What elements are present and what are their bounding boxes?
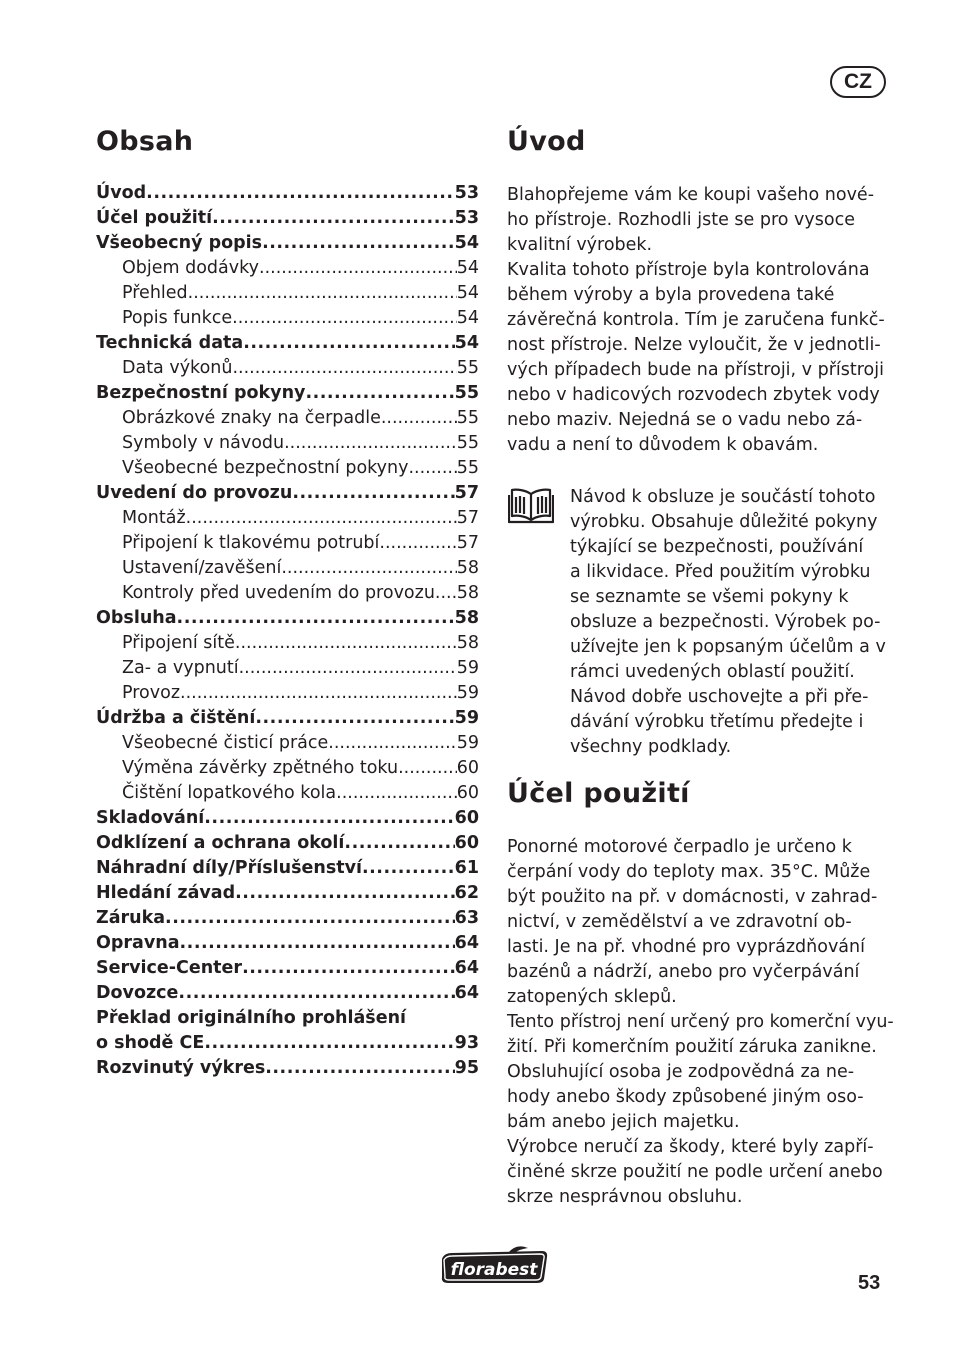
purpose-line: bám anebo jejich majetku. [507, 1112, 740, 1132]
toc-entry [96, 506, 479, 531]
toc-entry [96, 881, 479, 906]
toc-entry-page: 54 [456, 283, 479, 303]
toc-entry-label: Opravna [96, 933, 180, 953]
toc-leader-dots [177, 606, 455, 631]
toc-entry-page: 60 [456, 783, 479, 803]
intro-line: Blahopřejeme vám ke koupi vašeho nové- [507, 185, 875, 205]
toc-entry [96, 181, 479, 206]
toc-entry-label: Service-Center [96, 958, 243, 978]
toc-entry-page: 55 [456, 408, 479, 428]
toc-entry-page: 55 [456, 433, 479, 453]
toc-leader-dots [305, 381, 454, 406]
toc-entry [96, 856, 479, 881]
toc-entry [96, 481, 479, 506]
toc-entry-page: 63 [454, 908, 479, 928]
toc-leader-dots [180, 681, 457, 706]
intro-line: Kvalita tohoto přístroje byla kontrolována [507, 260, 870, 280]
toc-entry-page: 53 [454, 208, 479, 228]
toc-entry [96, 556, 479, 581]
purpose-line: Tento přístroj není určený pro komerční vyu- [507, 1012, 894, 1032]
toc-entry-page: 95 [454, 1058, 479, 1078]
table-of-contents [96, 181, 479, 1081]
toc-entry-label: Ustavení/zavěšení [122, 558, 282, 578]
toc-entry [96, 1006, 479, 1031]
toc-entry [96, 206, 479, 231]
toc-entry-page: 60 [454, 808, 479, 828]
intro-heading: Úvod [507, 126, 586, 157]
purpose-line: bazénů a nádrží, anebo pro vyčerpávání [507, 962, 860, 982]
toc-leader-dots [398, 756, 457, 781]
toc-entry-label: Montáž [122, 508, 186, 528]
toc-entry-label: Bezpečnostní pokyny [96, 383, 306, 403]
toc-entry-label: Všeobecné čisticí práce [122, 733, 329, 753]
purpose-line: žití. Při komerčním použití záruka zanikne. [507, 1037, 877, 1057]
toc-leader-dots [243, 331, 454, 356]
toc-entry-page: 54 [454, 333, 479, 353]
toc-entry-page: 59 [456, 683, 479, 703]
toc-leader-dots [180, 931, 455, 956]
toc-entry-label: Výměna závěrky zpětného toku [122, 758, 399, 778]
toc-entry [96, 1031, 479, 1056]
toc-entry-label: Připojení k tlakovému potrubí [122, 533, 380, 553]
toc-entry-page: 55 [456, 458, 479, 478]
toc-leader-dots [408, 456, 456, 481]
toc-entry-page: 58 [456, 583, 479, 603]
note-line: obsluze a bezpečnosti. Výrobek po- [570, 612, 881, 632]
toc-entry [96, 656, 479, 681]
toc-entry-label: Všeobecné bezpečnostní pokyny [122, 458, 409, 478]
purpose-line: nictví, v zemědělství a ve zdravotní ob- [507, 912, 852, 932]
purpose-line: skrze nesprávnou obsluhu. [507, 1187, 743, 1207]
toc-entry-label: Uvedení do provozu [96, 483, 293, 503]
note-line: výrobku. Obsahuje důležité pokyny [570, 512, 878, 532]
purpose-line: hody anebo škody způsobené jiným oso- [507, 1087, 864, 1107]
note-line: Návod k obsluze je součástí tohoto [570, 487, 876, 507]
toc-entry-page: 57 [454, 483, 479, 503]
toc-leader-dots [165, 906, 455, 931]
toc-entry-page: 53 [454, 183, 479, 203]
toc-entry [96, 231, 479, 256]
intro-line: vých případech bude na přístroji, v přístroji [507, 360, 884, 380]
intro-line: nebo maziv. Nejedná se o vadu nebo zá- [507, 410, 863, 430]
toc-entry-page: 93 [454, 1033, 479, 1053]
toc-entry-label: o shodě CE [96, 1033, 205, 1053]
intro-paragraph [507, 183, 885, 458]
toc-leader-dots [232, 306, 457, 331]
toc-entry [96, 956, 479, 981]
toc-entry-label: Data výkonů [122, 358, 233, 378]
toc-entry [96, 606, 479, 631]
toc-leader-dots [336, 781, 457, 806]
svg-text:florabest: florabest [450, 1260, 538, 1280]
intro-line: kvalitní výrobek. [507, 235, 653, 255]
toc-leader-dots [255, 706, 454, 731]
note-line: týkající se bezpečnosti, používání [570, 537, 864, 557]
toc-leader-dots [212, 206, 455, 231]
toc-entry [96, 1056, 479, 1081]
toc-entry-page: 59 [456, 658, 479, 678]
purpose-line: být použito na př. v domácnosti, v zahrad- [507, 887, 878, 907]
purpose-heading: Účel použití [507, 778, 690, 809]
toc-entry-label: Provoz [122, 683, 181, 703]
toc-entry [96, 731, 479, 756]
toc-entry-label: Účel použití [96, 208, 213, 228]
toc-entry-page: 55 [456, 358, 479, 378]
purpose-line: zatopených sklepů. [507, 987, 677, 1007]
toc-leader-dots [435, 581, 457, 606]
toc-entry [96, 931, 479, 956]
toc-entry [96, 806, 479, 831]
toc-entry-page: 55 [454, 383, 479, 403]
toc-leader-dots [362, 856, 455, 881]
page-number: 53 [858, 1272, 881, 1294]
note-line: a likvidace. Před použitím výrobku [570, 562, 871, 582]
toc-entry-label: Přehled [122, 283, 188, 303]
toc-leader-dots [281, 556, 456, 581]
toc-entry-label: Technická data [96, 333, 244, 353]
toc-leader-dots [379, 531, 456, 556]
toc-entry [96, 306, 479, 331]
toc-entry [96, 581, 479, 606]
toc-entry-label: Hledání závad [96, 883, 236, 903]
toc-leader-dots [232, 356, 456, 381]
toc-entry [96, 381, 479, 406]
toc-entry-label: Náhradní díly/Příslušenství [96, 858, 363, 878]
toc-leader-dots [292, 481, 454, 506]
toc-leader-dots [344, 831, 454, 856]
toc-leader-dots [186, 506, 457, 531]
toc-leader-dots [178, 981, 454, 1006]
note-line: dávání výrobku třetímu předejte i [570, 712, 864, 732]
toc-entry [96, 706, 479, 731]
note-line: se seznamte se všemi pokyny k [570, 587, 849, 607]
toc-leader-dots [188, 281, 457, 306]
toc-entry-page: 54 [456, 308, 479, 328]
toc-entry-label: Dovozce [96, 983, 179, 1003]
toc-entry-label: Úvod [96, 183, 147, 203]
toc-entry-label: Odklízení a ochrana okolí [96, 833, 345, 853]
toc-entry-label: Skladování [96, 808, 205, 828]
toc-leader-dots [381, 406, 457, 431]
note-line: užívejte jen k popsaným účelům a v [570, 637, 886, 657]
note-line: rámci uvedených oblastí použití. [570, 662, 855, 682]
toc-leader-dots [204, 1031, 454, 1056]
toc-leader-dots [239, 656, 457, 681]
toc-entry-page: 62 [454, 883, 479, 903]
intro-line: během výroby a byla provedena také [507, 285, 835, 305]
toc-entry [96, 756, 479, 781]
note-line: Návod dobře uschovejte a při pře- [570, 687, 869, 707]
note-line: všechny podklady. [570, 737, 732, 757]
note-paragraph [570, 485, 886, 760]
toc-entry [96, 281, 479, 306]
toc-entry-page: 59 [454, 708, 479, 728]
toc-entry-label: Symboly v návodu [122, 433, 285, 453]
purpose-line: lasti. Je na př. vhodné pro vyprázdňování [507, 937, 865, 957]
toc-leader-dots [242, 956, 455, 981]
toc-entry-page: 58 [454, 608, 479, 628]
intro-line: závěrečná kontrola. Tím je zaručena funkč- [507, 310, 885, 330]
language-badge: CZ [830, 66, 886, 98]
toc-entry-label: Popis funkce [122, 308, 233, 328]
toc-entry-label: Všeobecný popis [96, 233, 263, 253]
toc-entry-page: 64 [454, 983, 479, 1003]
toc-leader-dots [259, 256, 457, 281]
intro-line: ho přístroje. Rozhodli jste se pro vysoce [507, 210, 855, 230]
toc-entry-label: Objem dodávky [122, 258, 259, 278]
toc-entry-page: 60 [456, 758, 479, 778]
open-book-icon [508, 486, 554, 526]
toc-entry-label: Obsluha [96, 608, 177, 628]
toc-entry-page: 54 [456, 258, 479, 278]
toc-entry-label: Kontroly před uvedením do provozu [122, 583, 435, 603]
toc-entry-label: Za- a vypnutí [122, 658, 239, 678]
toc-entry-page: 60 [454, 833, 479, 853]
purpose-line: čerpání vody do teploty max. 35°C. Může [507, 862, 871, 882]
toc-entry-page: 64 [454, 958, 479, 978]
toc-entry [96, 531, 479, 556]
toc-leader-dots [235, 631, 457, 656]
toc-entry-label: Překlad originálního prohlášení [96, 1008, 407, 1028]
toc-leader-dots [328, 731, 456, 756]
purpose-line: Obsluhující osoba je zodpovědná za ne- [507, 1062, 855, 1082]
intro-line: nost přístroje. Nelze vyloučit, že v jednotli- [507, 335, 881, 355]
purpose-paragraph [507, 835, 894, 1210]
toc-entry [96, 831, 479, 856]
toc-entry-page: 58 [456, 558, 479, 578]
toc-entry-page: 57 [456, 508, 479, 528]
toc-leader-dots [265, 1056, 454, 1081]
toc-leader-dots [262, 231, 455, 256]
intro-line: nebo v hadicových rozvodech zbytek vody [507, 385, 880, 405]
toc-entry [96, 781, 479, 806]
purpose-line: činěné skrze použití ne podle určení anebo [507, 1162, 883, 1182]
toc-entry-page: 54 [454, 233, 479, 253]
toc-entry-page: 58 [456, 633, 479, 653]
toc-entry [96, 906, 479, 931]
toc-entry [96, 631, 479, 656]
toc-entry-label: Připojení sítě [122, 633, 235, 653]
toc-leader-dots [204, 806, 454, 831]
toc-leader-dots [146, 181, 454, 206]
toc-entry [96, 431, 479, 456]
toc-entry [96, 331, 479, 356]
toc-entry [96, 256, 479, 281]
intro-line: vadu a není to důvodem k obavám. [507, 435, 819, 455]
toc-entry-label: Čištění lopatkového kola [122, 783, 337, 803]
toc-entry [96, 456, 479, 481]
toc-entry [96, 681, 479, 706]
toc-entry [96, 356, 479, 381]
toc-entry-page: 57 [456, 533, 479, 553]
florabest-logo [438, 1245, 550, 1287]
toc-entry-label: Záruka [96, 908, 166, 928]
toc-entry-label: Obrázkové znaky na čerpadle [122, 408, 381, 428]
toc-entry-label: Rozvinutý výkres [96, 1058, 266, 1078]
toc-entry-label: Údržba a čištění [96, 708, 256, 728]
toc-entry [96, 981, 479, 1006]
purpose-line: Ponorné motorové čerpadlo je určeno k [507, 837, 852, 857]
purpose-line: Výrobce neručí za škody, které byly zapří- [507, 1137, 874, 1157]
toc-entry-page: 61 [454, 858, 479, 878]
toc-entry-page: 59 [456, 733, 479, 753]
toc-leader-dots [284, 431, 457, 456]
toc-entry [96, 406, 479, 431]
toc-entry-page: 64 [454, 933, 479, 953]
toc-heading: Obsah [96, 126, 194, 157]
toc-leader-dots [235, 881, 455, 906]
